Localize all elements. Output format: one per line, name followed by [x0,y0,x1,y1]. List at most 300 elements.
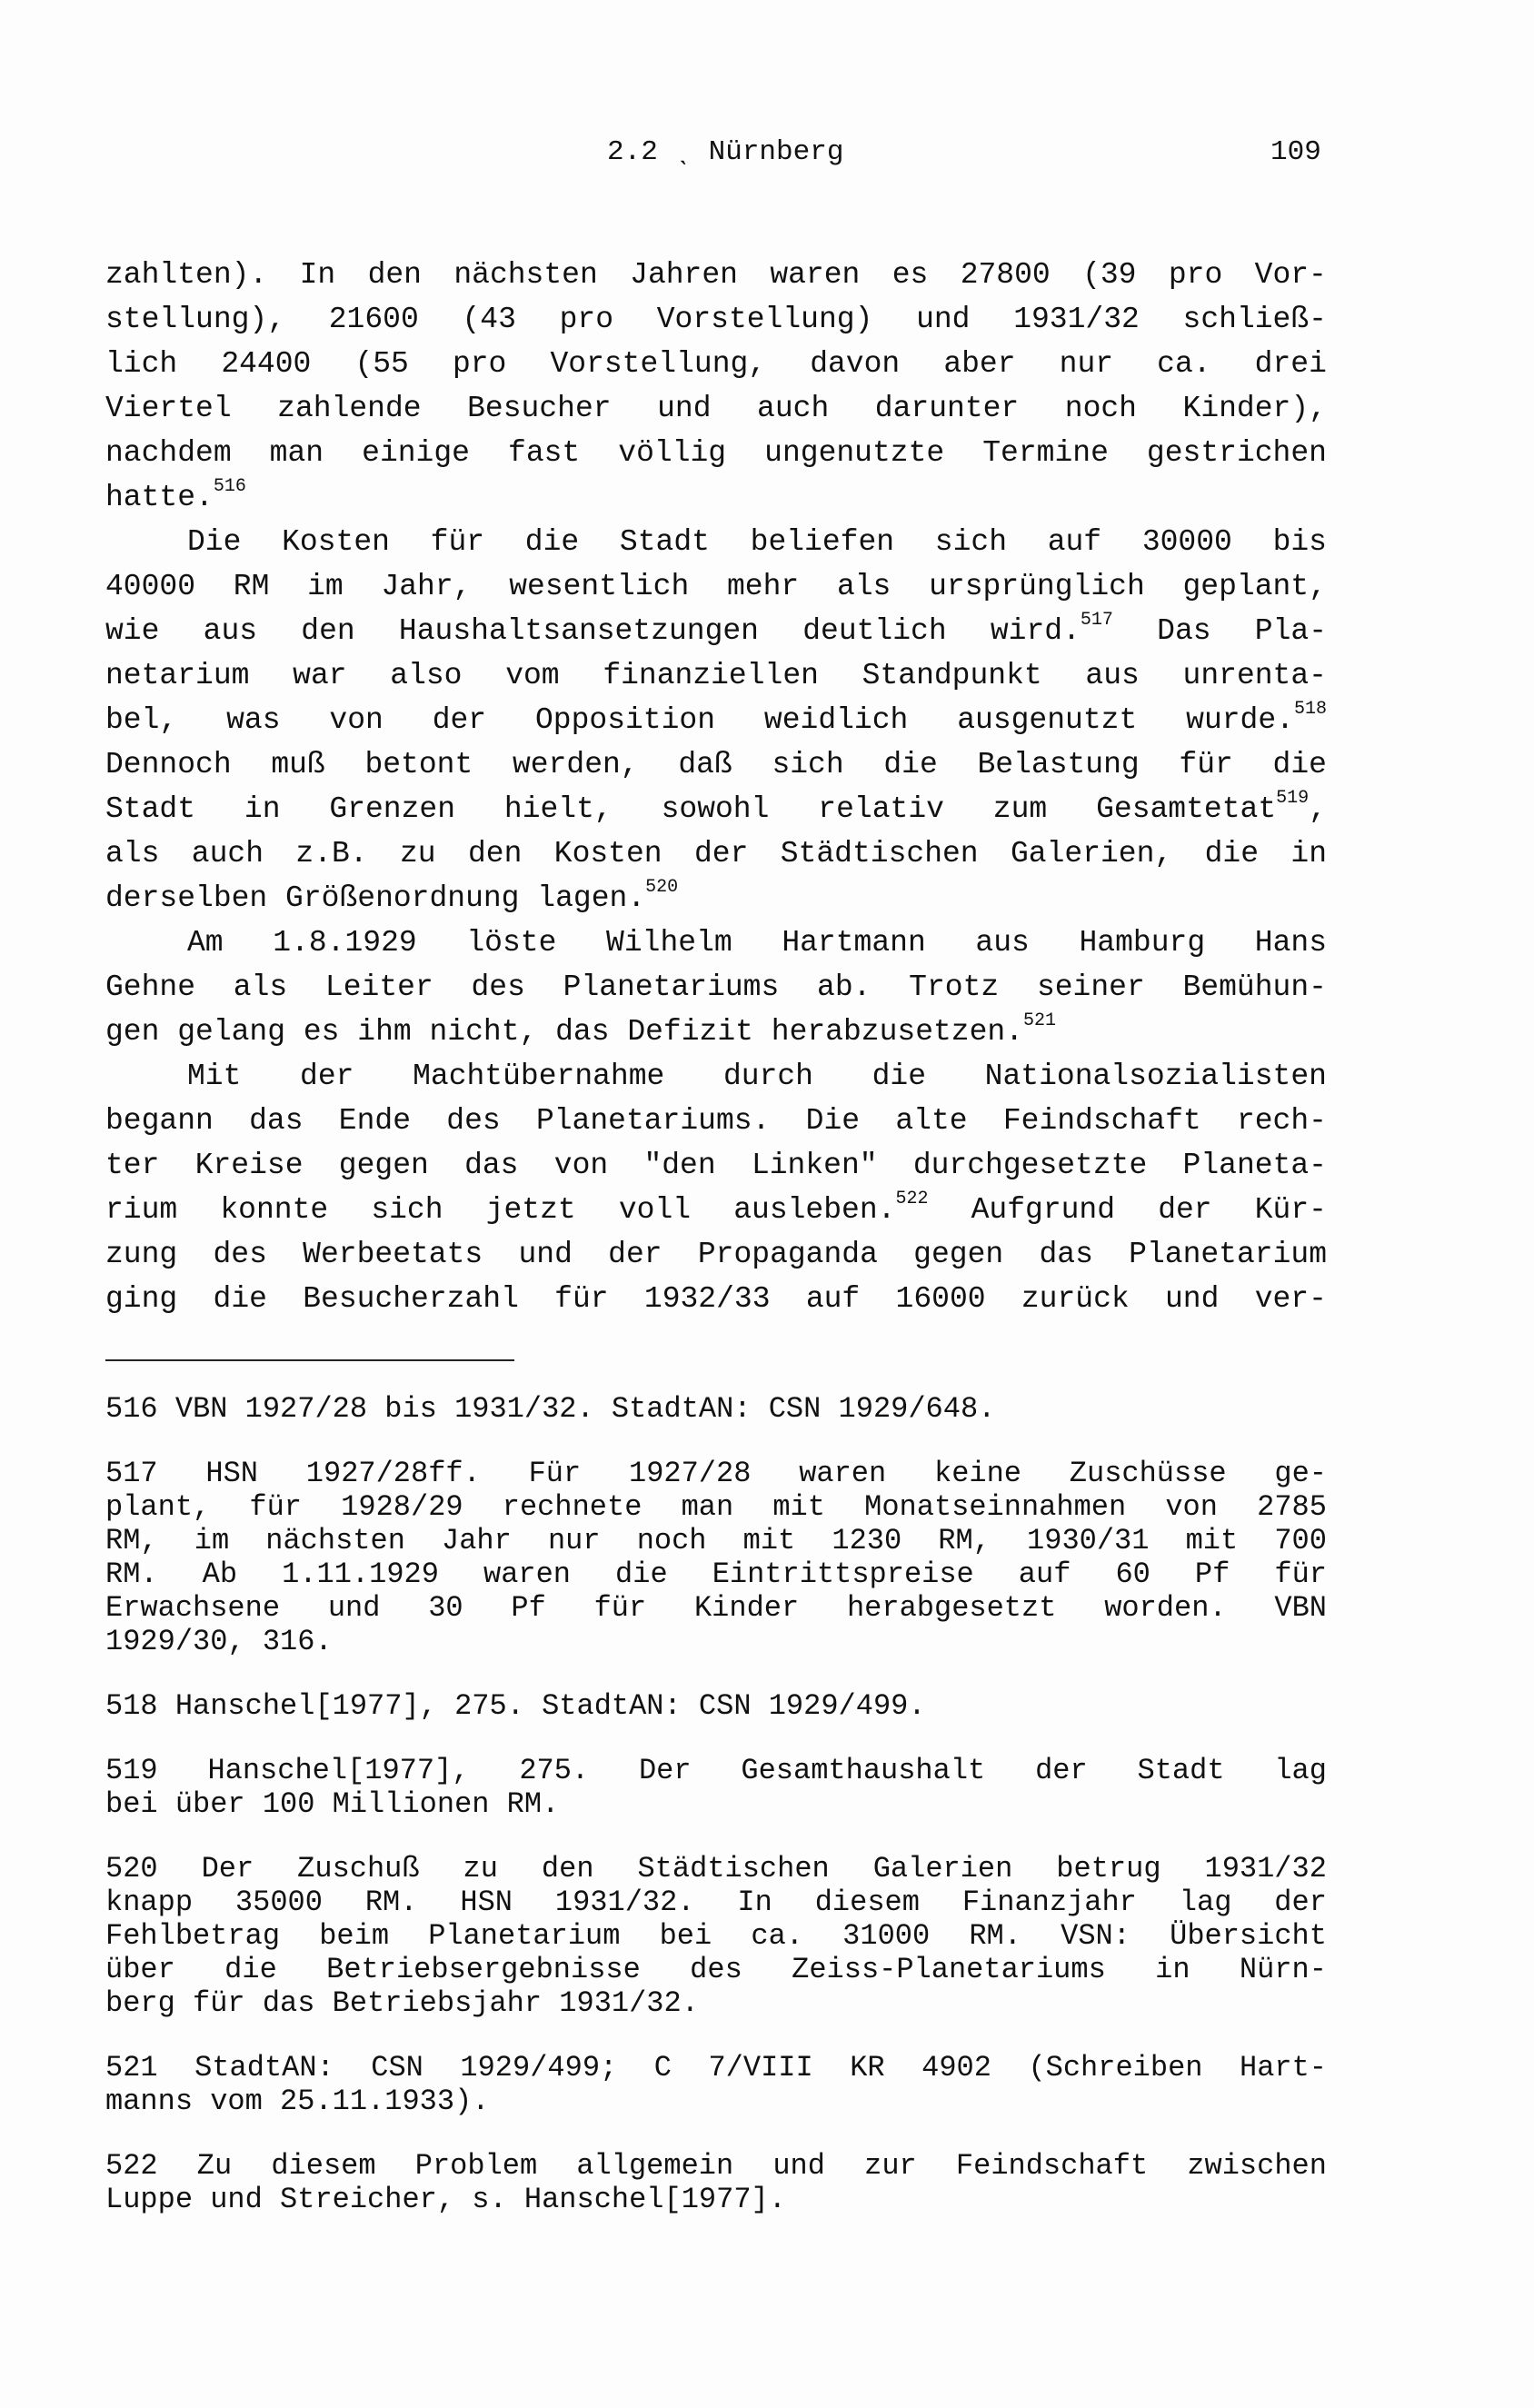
word: also [390,659,463,692]
word: der [608,1238,662,1271]
word: 7/VIII [708,2051,813,2085]
word: 522 [105,2149,158,2183]
body-line [105,1099,1327,1143]
word: Planetarium [1129,1238,1327,1271]
word: Wilhelm [606,926,732,960]
body-line [105,520,1327,564]
word: herabzusetzen.$^{521}$ [771,1010,1057,1049]
word: und [772,2149,825,2183]
footnote-marker: 520 [645,877,679,898]
body-line [105,297,1327,342]
word: Gesamtetat$^{519}$, [1096,788,1327,826]
word: auf [805,1282,861,1316]
word: 521 [105,2051,158,2085]
footnote [105,2149,1327,2216]
word: 520 [105,1852,158,1886]
running-header [0,136,1534,182]
body-line [105,653,1327,698]
word: zu [463,1852,498,1886]
word: hielt, [503,792,613,826]
body-line [105,698,1327,742]
word: Bemühun- [1182,970,1327,1004]
word: pro [559,303,614,336]
word: Die [187,525,242,559]
word: ver- [1254,1282,1327,1316]
word: gelang [177,1015,304,1049]
word: rech- [1236,1104,1327,1138]
word: nur [1059,347,1114,381]
word: Viertel [105,392,232,425]
word: Hamburg [1079,926,1206,960]
word: gegen [913,1238,1004,1271]
footnote-line [105,1953,1327,1986]
word: die [1204,837,1260,871]
word: den [541,1852,594,1886]
word: war [293,659,347,692]
word: Termine [982,436,1109,470]
word: bel, [105,703,178,737]
word: Feindschaft [955,2149,1149,2183]
word: 35000 [234,1886,323,1919]
word: Feindschaft [1002,1104,1201,1138]
footnote-line: Luppe und Streicher, s. Hanschel[1977]. [105,2183,786,2216]
word: den [467,837,523,871]
body-line [105,965,1327,1010]
word: Fehlbetrag [105,1919,281,1953]
word: HSN [205,1457,258,1490]
footnote-marker: 517 [1080,610,1113,631]
word: ter [105,1149,160,1182]
word: der [432,703,487,737]
word: Planetariums [563,970,780,1004]
word: Stadt [105,792,196,826]
body-line [105,831,1327,876]
footnote-marker: 518 [1293,699,1327,720]
word: RM [233,570,270,603]
word: wird.$^{517}$ [990,610,1113,648]
word: Erwachsene [105,1591,281,1625]
word: Der [201,1852,254,1886]
body-line [105,475,1327,520]
word: "den [643,1149,716,1182]
word: für [249,1490,302,1524]
word: Standpunkt [862,659,1042,692]
word: Eintrittspreise [712,1557,974,1591]
word: deutlich [802,614,947,648]
word: in [1155,1953,1190,1986]
word: bis [1272,525,1327,559]
word: noch [1064,392,1137,425]
word: wurde.$^{518}$ [1186,699,1327,737]
word: Defizit [627,1015,772,1049]
word: 275. [519,1754,590,1787]
word: Werbeetats [303,1238,483,1271]
word: im [194,1524,230,1557]
word: (39 [1082,258,1137,292]
word: Machtübernahme [413,1060,665,1093]
word: 1931/32. [554,1886,695,1919]
word: allgemein [576,2149,734,2183]
word: herabgesetzt [846,1591,1057,1625]
word: CSN [371,2051,423,2085]
footnote-line: 518 Hanschel[1977], 275. StadtAN: CSN 1929/499. [105,1689,926,1723]
word: Stadt [1137,1754,1225,1787]
word: muß [271,748,325,781]
word: Galerien, [1010,837,1173,871]
word: hatte.$^{516}$ [105,476,246,514]
word: schließ- [1182,303,1327,336]
word: daß [678,748,732,781]
word: und [1164,1282,1220,1316]
word: Finanzjahr [961,1886,1137,1919]
word: auch [191,837,264,871]
word: es [303,1015,358,1049]
word: für [593,1591,647,1625]
word: Planetarium [428,1919,621,1953]
word: 1931/32 [1013,303,1140,336]
word: Pf [511,1591,546,1625]
body-line [105,1010,1327,1054]
word: nicht, [429,1015,556,1049]
word: von [553,1149,609,1182]
word: Vorstellung) [656,303,873,336]
word: mehr [727,570,800,603]
word: das [249,1104,304,1138]
word: Besucher [467,392,612,425]
word: Planetariums. [535,1104,771,1138]
word: Nationalsozialisten [984,1060,1327,1093]
word: das [555,1015,628,1049]
word: der [300,1060,354,1093]
word: mit [772,1490,825,1524]
word: Galerien [872,1852,1013,1886]
word: RM. [105,1557,158,1591]
word: ungenutzte [764,436,945,470]
word: stellung), [105,303,286,336]
word: sich [371,1193,443,1227]
footnote-line [105,1754,1327,1787]
footnotes [105,1392,1327,2247]
word: VBN [1274,1591,1327,1625]
footnote-marker: 519 [1276,788,1310,809]
word: lag [1179,1886,1232,1919]
word: sowohl [661,792,770,826]
word: 519 [105,1754,158,1787]
word: des [690,1953,742,1986]
word: vom [505,659,560,692]
word: das [464,1149,519,1182]
word: zung [105,1238,178,1271]
word: des [446,1104,501,1138]
word: Vorstellung, [550,347,767,381]
word: Mit [187,1060,242,1093]
footnote-line [105,1557,1327,1591]
word: die [213,1282,267,1316]
word: und [518,1238,573,1271]
word: bei [659,1919,712,1953]
footnote-line [105,1490,1327,1524]
word: völlig [618,436,727,470]
word: gegen [338,1149,429,1182]
word: Ab [202,1557,238,1591]
word: auf [1018,1557,1071,1591]
word: alte [895,1104,968,1138]
word: konnte [220,1193,329,1227]
word: Jahren [630,258,738,292]
word: jetzt [485,1193,576,1227]
body-text [105,253,1327,1321]
word: (43 [462,303,516,336]
word: KR [850,2051,885,2085]
word: es [892,258,929,292]
word: die [615,1557,668,1591]
word: Stadt [619,525,710,559]
word: finanziellen [603,659,819,692]
word: einige [362,436,470,470]
footnote [105,2051,1327,2118]
word: Ende [338,1104,411,1138]
word: worden. [1104,1591,1227,1625]
body-line [105,1143,1327,1188]
word: ab. [817,970,872,1004]
word: gen [105,1015,178,1049]
word: und [916,303,971,336]
word: ge- [1274,1457,1327,1490]
word: rium [105,1193,178,1227]
word: (Schreiben [1028,2051,1203,2085]
word: Problem [414,2149,538,2183]
word: 30 [428,1591,463,1625]
word: voll [618,1193,692,1227]
word: Nürn- [1239,1953,1327,1986]
word: sich [934,525,1007,559]
body-line [105,1232,1327,1277]
word: geplant, [1182,570,1327,603]
word: aus [1085,659,1140,692]
word: seiner [1036,970,1145,1004]
footnote-line [105,1457,1327,1490]
word: durch [722,1060,813,1093]
word: ihm [357,1015,430,1049]
word: zum [992,792,1048,826]
word: auch [757,392,830,425]
word: Für [528,1457,582,1490]
word: von [329,703,384,737]
footnote-line: 516 VBN 1927/28 bis 1931/32. StadtAN: CSN 1929/648. [105,1392,996,1426]
word: Kinder), [1182,392,1327,425]
word: ausgenutzt [957,703,1138,737]
word: Zuschuß [297,1852,420,1886]
word: Kür- [1254,1193,1327,1227]
word: Jahr [442,1524,512,1557]
footnote-line [105,1852,1327,1886]
word: Haushaltsansetzungen [398,614,759,648]
word: plant, [105,1490,211,1524]
word: wie [105,614,160,648]
word: Die [805,1104,861,1138]
word: knapp [105,1886,194,1919]
word: durchgesetzte [912,1149,1148,1182]
word: drei [1254,347,1327,381]
word: ca. [1157,347,1211,381]
word: von [1165,1490,1218,1524]
word: Pf [1194,1557,1230,1591]
word: Trotz [909,970,1000,1004]
word: das [1039,1238,1093,1271]
word: Leiter [324,970,433,1004]
footnote-separator [105,1359,514,1361]
word: ausleben.$^{522}$ [733,1189,929,1227]
word: nachdem [105,436,232,470]
body-line [105,386,1327,431]
word: man [681,1490,734,1524]
word: zu [399,837,436,871]
word: löste [466,926,557,960]
word: derselben [105,881,286,915]
word: Der [638,1754,692,1787]
body-line [105,342,1327,386]
word: 60 [1115,1557,1150,1591]
word: Kosten [553,837,662,871]
word: ging [105,1282,178,1316]
word: Hartmann [782,926,926,960]
body-line [105,253,1327,297]
word: 4902 [921,2051,991,2085]
body-line [105,609,1327,653]
word: zahlten). [105,258,268,292]
word: Jahr, [381,570,472,603]
word: 27800 [960,258,1051,292]
word: der [693,837,749,871]
word: Hart- [1239,2051,1327,2085]
word: fast [508,436,581,470]
word: 1.8.1929 [273,926,417,960]
word: für [430,525,485,559]
word: Planeta- [1182,1149,1327,1182]
word: Propaganda [697,1238,878,1271]
word: Zuschüsse [1069,1457,1227,1490]
word: relativ [818,792,944,826]
word: des [471,970,525,1004]
word: was [226,703,281,737]
word: gestrichen [1146,436,1327,470]
word: diesem [814,1886,920,1919]
word: RM. [364,1886,418,1919]
word: 21600 [328,303,419,336]
footnote-marker: 516 [213,476,246,497]
word: weidlich [763,703,909,737]
word: Betriebsergebnisse [326,1953,641,1986]
footnote-line [105,1919,1327,1953]
footnote-line [105,2051,1327,2085]
word: diesem [271,2149,376,2183]
word: sich [772,748,844,781]
word: beliefen [750,525,895,559]
word: 30000 [1141,525,1232,559]
word: RM, [105,1524,158,1557]
word: VSN: [1061,1919,1131,1953]
page-number: 109 [1270,136,1321,168]
word: Kinder [693,1591,800,1625]
word: pro [452,347,507,381]
word: begann [105,1104,214,1138]
footnote [105,1754,1327,1821]
word: den [301,614,355,648]
word: aber [943,347,1016,381]
body-line [105,1054,1327,1099]
word: 31000 [842,1919,931,1953]
word: im [307,570,344,603]
word: für [554,1282,609,1316]
body-line [105,742,1327,787]
word: betrug [1056,1852,1161,1886]
word: Zu [196,2149,233,2183]
word: unrenta- [1182,659,1327,692]
word: werden, [512,748,639,781]
word: ca. [751,1919,803,1953]
word: Linken" [751,1149,878,1182]
word: wesentlich [509,570,690,603]
word: in [1290,837,1327,871]
word: nächsten [453,258,598,292]
word: über [105,1953,175,1986]
word: Städtischen [780,837,979,871]
word: 1929/499; [460,2051,618,2085]
word: waren [770,258,861,292]
word: in [244,792,281,826]
body-line [105,431,1327,475]
section-title: 2.2 ˎ Nürnberg [607,136,844,168]
word: Gehne [105,970,196,1004]
footnote-line [105,1524,1327,1557]
word: StadtAN: [194,2051,334,2085]
word: mit [742,1524,796,1557]
word: Zeiss-Planetariums [792,1953,1106,1986]
word: zwischen [1187,2149,1327,2183]
word: betont [364,748,473,781]
word: Übersicht [1170,1919,1327,1953]
word: und [327,1591,381,1625]
word: die [1272,748,1327,781]
word: 1930/31 [1027,1524,1150,1557]
word: die [524,525,580,559]
word: Aufgrund [971,1193,1116,1227]
body-line [105,1277,1327,1321]
word: waren [799,1457,887,1490]
footnote-line [105,2149,1327,2183]
word: waren [483,1557,571,1591]
word: 1230 [832,1524,902,1557]
word: netarium [105,659,250,692]
word: HSN [460,1886,513,1919]
word: Kosten [282,525,390,559]
word: Dennoch [105,748,232,781]
word: zahlende [277,392,422,425]
word: z.B. [295,837,368,871]
word: keine [933,1457,1021,1490]
word: aus [975,926,1030,960]
footnote [105,1689,1327,1723]
footnote [105,1852,1327,2020]
footnote-line [105,1886,1327,1919]
word: der [1274,1886,1327,1919]
word: Grenzen [329,792,456,826]
footnote-line: berg für das Betriebsjahr 1931/32. [105,1986,699,2020]
body-line [105,564,1327,609]
word: C [653,2051,672,2085]
footnote-line: manns vom 25.11.1933). [105,2085,490,2118]
word: Opposition [534,703,716,737]
